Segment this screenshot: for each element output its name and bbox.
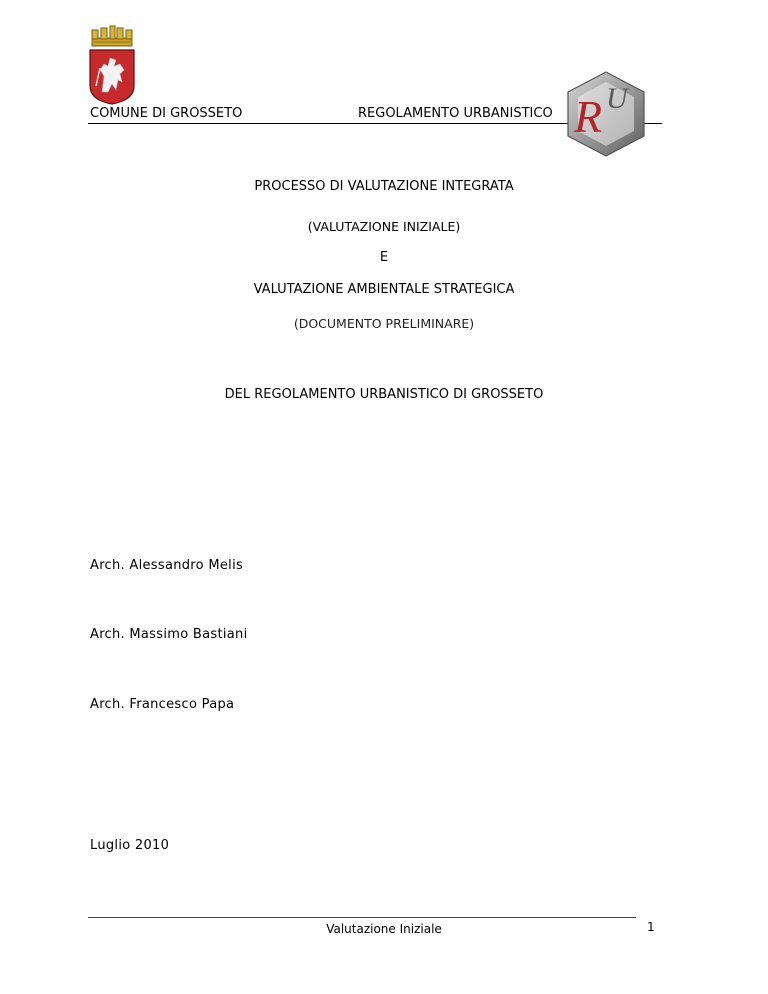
header-municipality: COMUNE DI GROSSETO — [90, 106, 243, 121]
page-number: 1 — [647, 920, 655, 934]
ru-logo — [560, 68, 652, 160]
title-line-4: VALUTAZIONE AMBIENTALE STRATEGICA — [253, 282, 515, 297]
title-line-2: (VALUTAZIONE INIZIALE) — [307, 219, 461, 234]
document-date: Luglio 2010 — [90, 838, 170, 853]
crown-icon — [92, 26, 132, 46]
header-document-title: REGOLAMENTO URBANISTICO — [358, 106, 553, 121]
author-3: Arch. Francesco Papa — [90, 697, 235, 712]
shield-icon — [90, 50, 134, 104]
grosseto-coat-of-arms — [86, 24, 138, 106]
footer-text: Valutazione Iniziale — [326, 922, 442, 936]
ru-logo-letter-u: U — [606, 82, 628, 115]
footer-rule — [88, 917, 636, 918]
author-2: Arch. Massimo Bastiani — [90, 627, 248, 642]
title-line-3: E — [379, 250, 389, 265]
title-line-5: (DOCUMENTO PRELIMINARE) — [293, 316, 475, 331]
title-line-6: DEL REGOLAMENTO URBANISTICO DI GROSSETO — [224, 387, 544, 402]
title-line-1: PROCESSO DI VALUTAZIONE INTEGRATA — [254, 179, 514, 194]
ru-logo-letter-r: R — [574, 91, 603, 142]
author-1: Arch. Alessandro Melis — [90, 558, 244, 573]
